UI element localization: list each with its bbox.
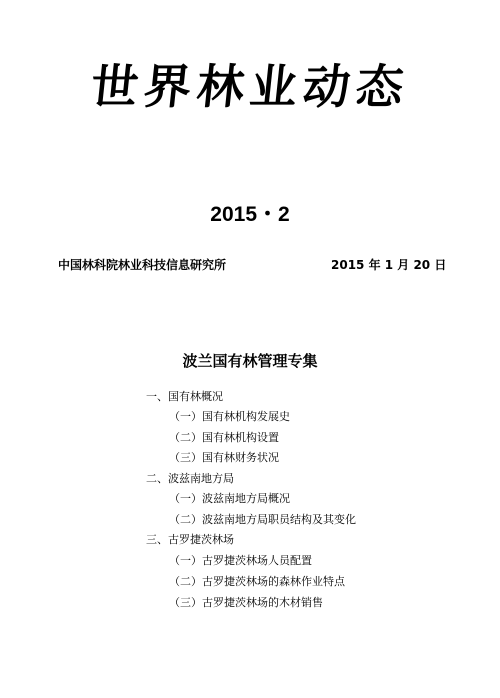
publication-date: 2015 年 1 月 20 日 [331, 258, 447, 272]
toc-subsection-item: （一）古罗捷茨林场人员配置 [169, 554, 312, 567]
toc-subsection-item: （一）国有林机构发展史 [169, 410, 290, 423]
publisher-name: 中国林科院林业科技信息研究所 [58, 258, 227, 272]
issue-number: 2015・2 [210, 203, 290, 226]
toc-subsection-item: （三）国有林财务状况 [169, 451, 279, 464]
toc-subsection-item: （二）古罗捷茨林场的森林作业特点 [169, 575, 345, 588]
toc-subsection-item: （二）波兹南地方局职员结构及其变化 [169, 513, 356, 526]
journal-masthead: 世界林业动态 [88, 60, 412, 115]
toc-subsection-item: （二）国有林机构设置 [169, 431, 279, 444]
toc-section-heading: 一、国有林概况 [146, 390, 223, 403]
toc-subsection-item: （三）古罗捷茨林场的木材销售 [169, 596, 323, 609]
toc-subsection-item: （一）波兹南地方局概况 [169, 492, 290, 505]
toc-section-heading: 三、古罗捷茨林场 [146, 533, 234, 546]
toc-section-heading: 二、波兹南地方局 [146, 472, 234, 485]
special-issue-title: 波兰国有林管理专集 [182, 352, 318, 370]
